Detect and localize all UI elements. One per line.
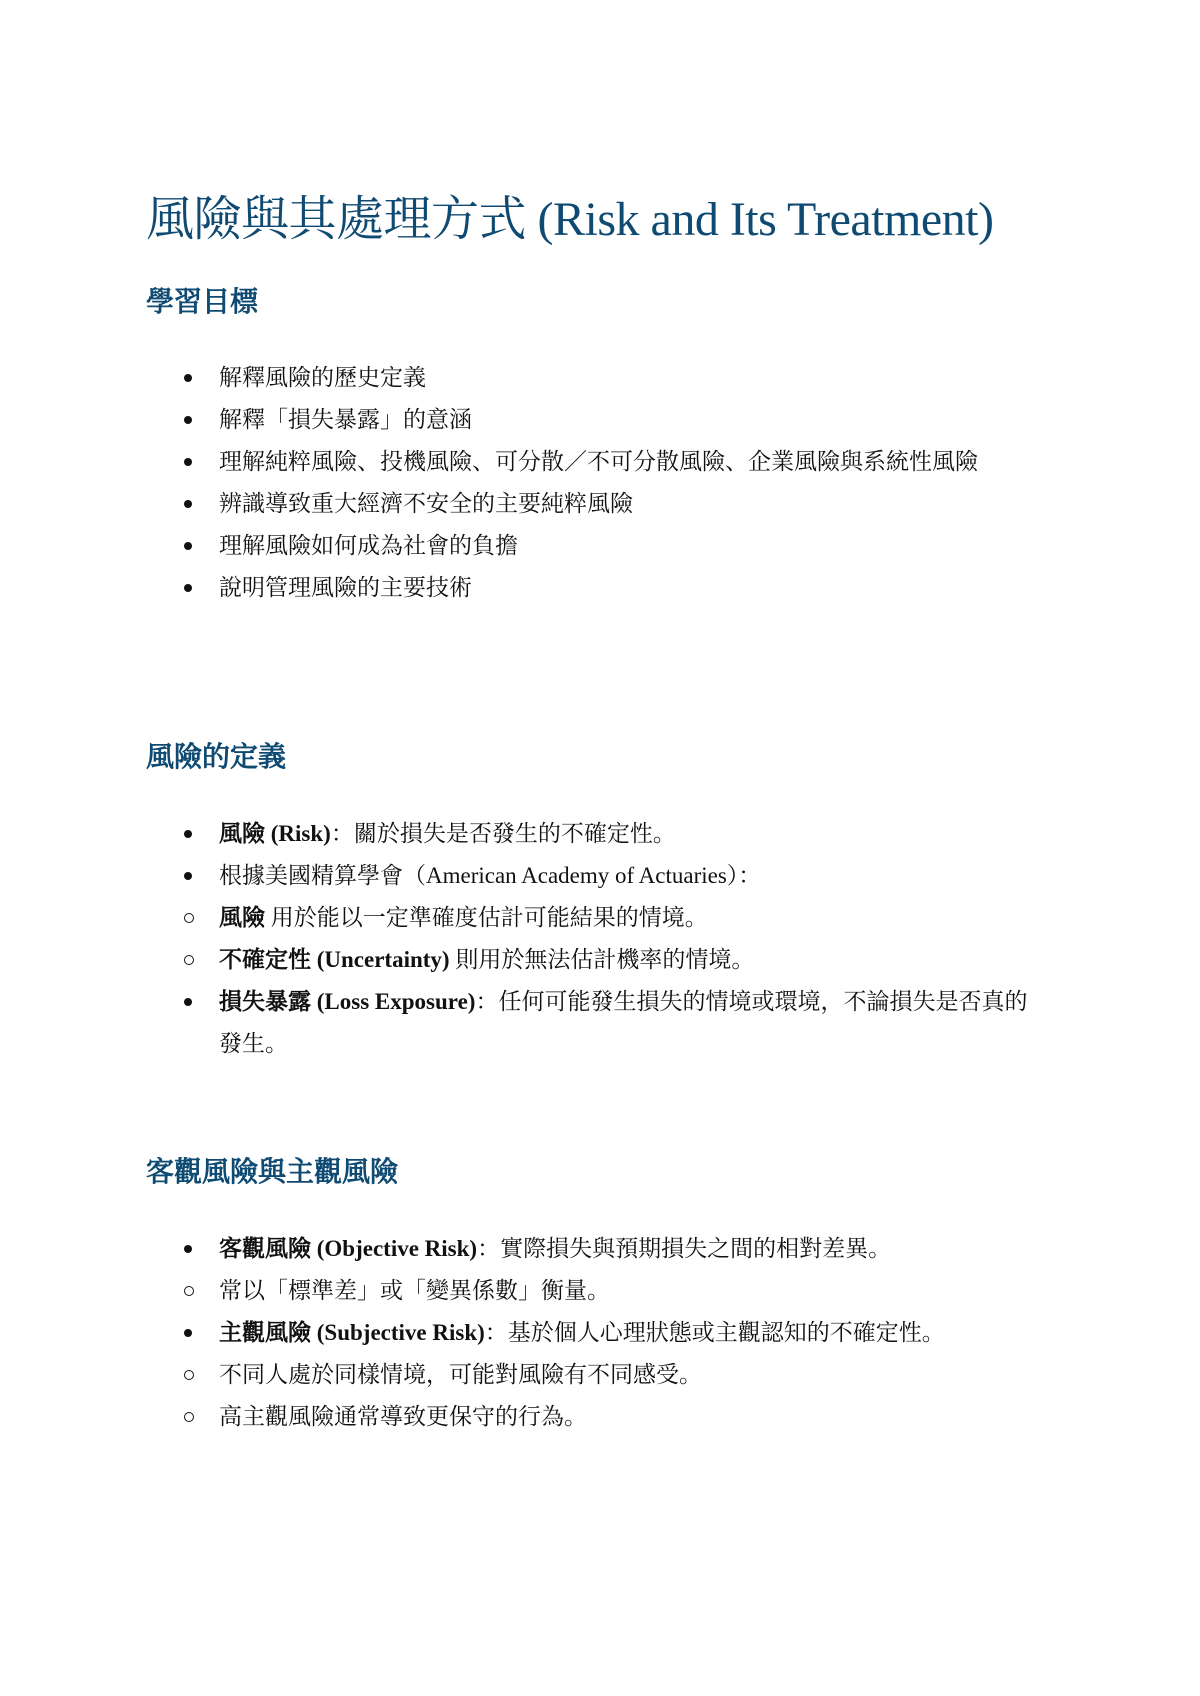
sub-list-item: 不同人處於同樣情境，可能對風險有不同感受。 xyxy=(146,1354,1046,1396)
sub-list-item: 高主觀風險通常導致更保守的行為。 xyxy=(146,1396,1046,1438)
objective-subjective-list xyxy=(146,1228,1046,1438)
list-item-risk xyxy=(146,813,1046,855)
section-heading-objectives: 學習目標 xyxy=(146,287,259,318)
sub-list-item xyxy=(146,939,1046,981)
aaa-sublist xyxy=(146,897,1046,981)
section-heading-objective-subjective: 客觀風險與主觀風險 xyxy=(146,1157,399,1188)
list-item: 解釋「損失暴露」的意涵 xyxy=(146,399,1046,441)
list-item: 解釋風險的歷史定義 xyxy=(146,357,1046,399)
list-item: 辨識導致重大經濟不安全的主要純粹風險 xyxy=(146,483,1046,525)
desc-exposure: ：任何可能發生損失的情境或環境，不論損失是否真的發生。 xyxy=(219,989,1028,1056)
page-title: 風險與其處理方式 (Risk and Its Treatment) xyxy=(146,193,994,246)
section-heading-definition: 風險的定義 xyxy=(146,742,287,773)
desc-objective-risk: ：實際損失與預期損失之間的相對差異。 xyxy=(477,1236,892,1261)
aaa-text: 根據美國精算學會（American Academy of Actuaries）： xyxy=(219,863,762,888)
objective-sublist xyxy=(146,1270,1046,1312)
sub-list-item xyxy=(146,897,1046,939)
desc-risk: ：關於損失是否發生的不確定性。 xyxy=(330,821,676,846)
sublist-wrapper xyxy=(146,897,1046,981)
desc-subjective-risk: ：基於個人心理狀態或主觀認知的不確定性。 xyxy=(484,1320,945,1345)
sub-list-item: 常以「標準差」或「變異係數」衡量。 xyxy=(146,1270,1046,1312)
list-item: 理解風險如何成為社會的負擔 xyxy=(146,525,1046,567)
sublist-wrapper xyxy=(146,1354,1046,1438)
definition-list xyxy=(146,813,1046,1065)
term-uncertainty: 不確定性 (Uncertainty) xyxy=(219,947,450,972)
sublist-wrapper xyxy=(146,1270,1046,1312)
list-item-subjective xyxy=(146,1312,1046,1354)
subjective-sublist xyxy=(146,1354,1046,1438)
term-risk-sub: 風險 xyxy=(219,905,265,930)
list-item-exposure xyxy=(146,981,1046,1065)
list-item: 說明管理風險的主要技術 xyxy=(146,567,1046,609)
list-item-aaa xyxy=(146,855,1046,897)
list-item-objective xyxy=(146,1228,1046,1270)
term-subjective-risk: 主觀風險 (Subjective Risk) xyxy=(219,1320,485,1345)
desc-risk-sub: 用於能以一定準確度估計可能結果的情境。 xyxy=(265,905,708,930)
term-objective-risk: 客觀風險 (Objective Risk) xyxy=(219,1236,478,1261)
term-exposure: 損失暴露 (Loss Exposure) xyxy=(219,989,476,1014)
term-risk: 風險 (Risk) xyxy=(219,821,331,846)
desc-uncertainty: 則用於無法估計機率的情境。 xyxy=(449,947,755,972)
list-item: 理解純粹風險、投機風險、可分散／不可分散風險、企業風險與系統性風險 xyxy=(146,441,1046,483)
objectives-list xyxy=(146,357,1046,609)
